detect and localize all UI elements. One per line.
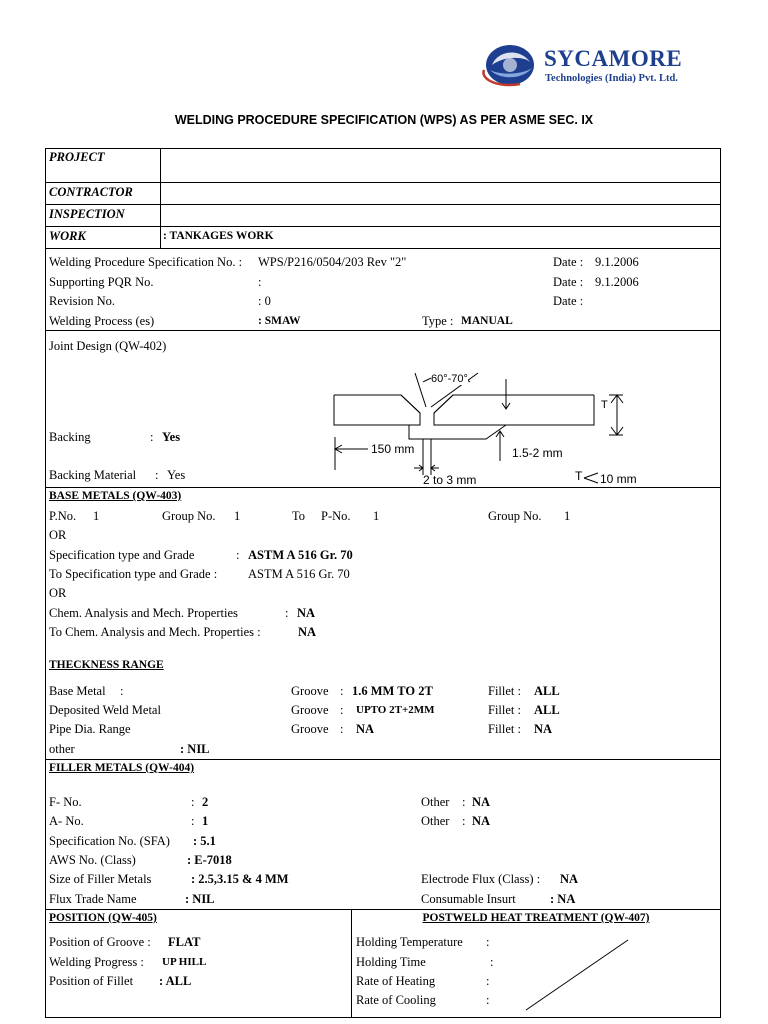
groove-label-3: Groove (291, 722, 329, 736)
date2-label: Date : (553, 275, 584, 289)
group-value: 1 (234, 509, 241, 523)
groove-label-2: Groove (291, 703, 329, 717)
or-text-1: OR (49, 528, 67, 542)
other1-label: Other (421, 795, 450, 809)
consumable-insert-label: Consumable Insurt (421, 892, 516, 906)
backing-material-label: Backing Material (49, 468, 137, 482)
base-metals-heading: BASE METALS (QW-403) (49, 490, 182, 502)
spec-grade-label: Specification type and Grade (49, 548, 195, 562)
not-applicable-strike-line (520, 930, 635, 1014)
date1-value: 9.1.2006 (595, 255, 639, 269)
joint-design-title: Joint Design (QW-402) (49, 339, 167, 353)
backing-colon: : (150, 430, 154, 444)
thickness-range-heading: THECKNESS RANGE (49, 659, 164, 671)
position-heading: POSITION (QW-405) (49, 912, 157, 924)
thickness-t-label: T (601, 399, 608, 411)
ano-label: A- No. (49, 814, 84, 828)
backing-label: Backing (49, 430, 91, 444)
contractor-label: CONTRACTOR (49, 185, 133, 199)
base-metal-label: Base Metal (49, 684, 106, 698)
project-label: PROJECT (49, 150, 105, 164)
chem-colon: : (285, 606, 289, 620)
root-face-label: 1.5-2 mm (512, 446, 563, 460)
flux-trade-value: : NIL (185, 892, 215, 906)
consumable-insert-value: : NA (550, 892, 576, 906)
chem-label: Chem. Analysis and Mech. Properties (49, 606, 238, 620)
to-spec-grade-label: To Specification type and Grade : (49, 567, 218, 581)
fillet-label-1: Fillet : (488, 684, 521, 698)
spec-grade-colon: : (236, 548, 240, 562)
or-text-2: OR (49, 586, 67, 600)
sfa-value: : 5.1 (193, 834, 216, 848)
date3-label: Date : (553, 294, 584, 308)
groove-value-3: NA (356, 722, 375, 736)
type-value: MANUAL (461, 315, 513, 327)
chem-value: NA (297, 606, 316, 620)
groove-value-2: UPTO 2T+2MM (356, 704, 435, 716)
to-chem-value: NA (298, 625, 317, 639)
flux-class-label: Electrode Flux (Class) : (421, 872, 541, 886)
groove-position-value: FLAT (168, 935, 201, 949)
plate-length-label: 150 mm (371, 442, 415, 456)
aws-label: AWS No. (Class) (49, 853, 136, 867)
base-metal-colon: : (120, 684, 124, 698)
fno-label: F- No. (49, 795, 82, 809)
wps-no-value: WPS/P216/0504/203 Rev "2" (258, 255, 407, 269)
fillet-position-label: Position of Fillet (49, 974, 134, 988)
work-value: : TANKAGES WORK (163, 230, 274, 242)
fillet-value-3: NA (534, 722, 553, 736)
logo-company-subtitle: Technologies (India) Pvt. Ltd. (545, 73, 678, 84)
logo-company-name: SYCAMORE (544, 46, 683, 71)
root-gap-label: 2 to 3 mm (423, 473, 477, 487)
process-value: : SMAW (258, 315, 301, 327)
to-pno-value: 1 (373, 509, 380, 523)
bevel-angle-label: 60°-70° (431, 373, 468, 385)
fillet-position-value: : ALL (159, 974, 192, 988)
groove-value-1: 1.6 MM TO 2T (352, 684, 433, 698)
pwht-heading: POSTWELD HEAT TREATMENT (QW-407) (422, 912, 650, 924)
max-thickness-value: 10 mm (600, 472, 637, 486)
fillet-label-2: Fillet : (488, 703, 521, 717)
aws-value: : E-7018 (187, 853, 232, 867)
welding-progress-label: Welding Progress : (49, 955, 144, 969)
pno-value: 1 (93, 509, 100, 523)
group-label: Group No. (162, 509, 216, 523)
holding-time-label: Holding Time (356, 955, 426, 969)
fillet-label-3: Fillet : (488, 722, 521, 736)
revision-label: Revision No. (49, 294, 115, 308)
wps-no-label: Welding Procedure Specification No. : (49, 255, 243, 269)
globe-logo-icon (480, 40, 540, 90)
filler-size-label: Size of Filler Metals (49, 872, 152, 886)
groove-position-label: Position of Groove : (49, 935, 151, 949)
backing-material-value: Yes (167, 468, 186, 482)
document-title: WELDING PROCEDURE SPECIFICATION (WPS) AS PER ASME SEC. IX (174, 113, 594, 127)
max-thickness-t: T (575, 469, 583, 483)
to-chem-label: To Chem. Analysis and Mech. Properties : (49, 625, 261, 639)
fillet-value-1: ALL (534, 684, 560, 698)
work-label: WORK (49, 229, 86, 243)
flux-trade-label: Flux Trade Name (49, 892, 137, 906)
fno-value: 2 (202, 795, 209, 809)
welding-progress-value: UP HILL (162, 956, 207, 968)
to-spec-grade-value: ASTM A 516 Gr. 70 (248, 567, 350, 581)
other-value: : NIL (180, 742, 210, 756)
spec-grade-value: ASTM A 516 Gr. 70 (248, 548, 353, 562)
deposited-weld-label: Deposited Weld Metal (49, 703, 161, 717)
other2-value: NA (472, 814, 491, 828)
rate-cooling-label: Rate of Cooling (356, 993, 436, 1007)
pno-label: P.No. (49, 509, 77, 523)
type-label: Type : (422, 314, 454, 328)
other1-value: NA (472, 795, 491, 809)
pipe-dia-label: Pipe Dia. Range (49, 722, 131, 736)
groove-label-1: Groove (291, 684, 329, 698)
flux-class-value: NA (560, 872, 579, 886)
other2-label: Other (421, 814, 450, 828)
revision-value: : 0 (258, 294, 271, 308)
to-pno-label: P-No. (321, 509, 351, 523)
filler-size-value: : 2.5,3.15 & 4 MM (191, 872, 289, 886)
to-group-label: Group No. (488, 509, 542, 523)
date2-value: 9.1.2006 (595, 275, 639, 289)
backing-material-colon: : (155, 468, 159, 482)
holding-temp-label: Holding Temperature (356, 935, 463, 949)
to-label: To (292, 509, 306, 523)
process-label: Welding Process (es) (49, 314, 155, 328)
backing-value: Yes (162, 430, 181, 444)
date1-label: Date : (553, 255, 584, 269)
pqr-colon: : (258, 275, 262, 289)
pqr-label: Supporting PQR No. (49, 275, 154, 289)
sfa-label: Specification No. (SFA) (49, 834, 170, 848)
rate-heating-label: Rate of Heating (356, 974, 436, 988)
ano-value: 1 (202, 814, 209, 828)
to-group-value: 1 (564, 509, 571, 523)
inspection-label: INSPECTION (49, 207, 125, 221)
fillet-value-2: ALL (534, 703, 560, 717)
other-label: other (49, 742, 75, 756)
filler-metals-heading: FILLER METALS (QW-404) (49, 762, 195, 774)
